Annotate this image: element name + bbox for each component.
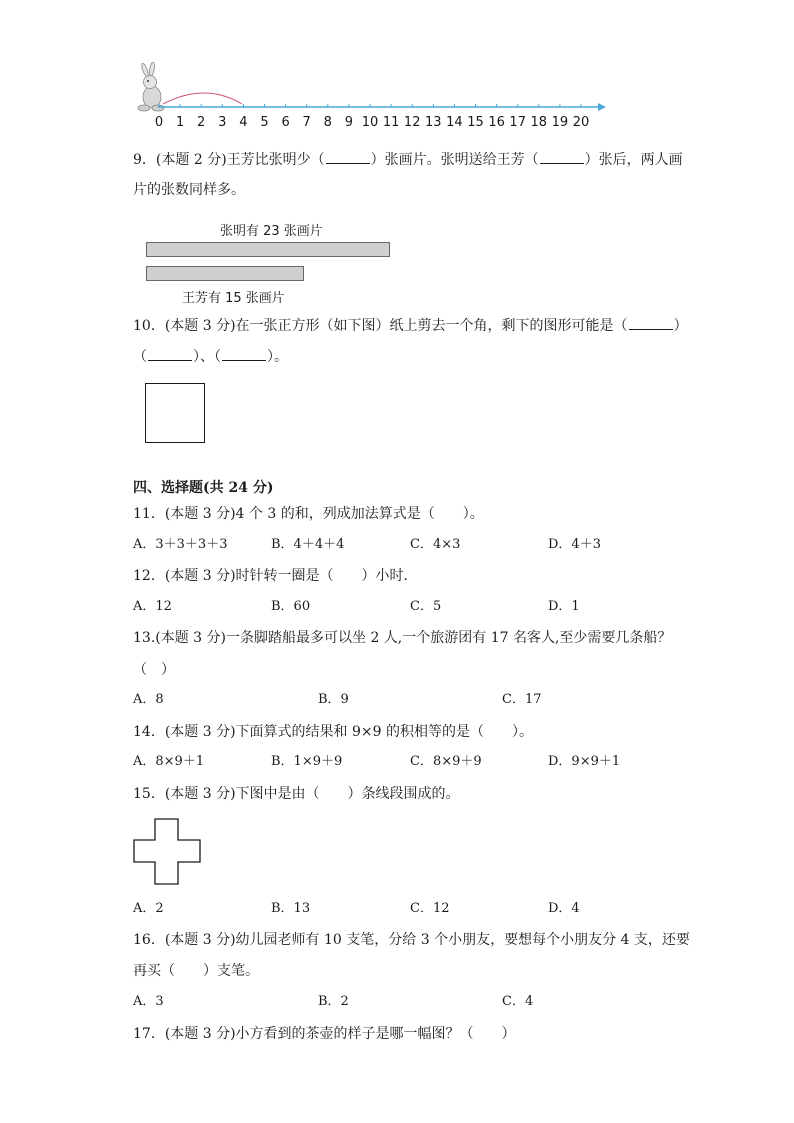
bar-bottom-label: 王芳有 15 张画片 <box>182 291 285 306</box>
cross-figure <box>132 818 202 886</box>
tick-label-15: 15 <box>467 115 484 130</box>
question-13-line2: （ ） <box>133 662 175 678</box>
tick-label-3: 3 <box>218 115 227 130</box>
tick-label-1: 1 <box>175 115 185 130</box>
q13-option-b[interactable]: B．9 <box>318 692 349 707</box>
question-16: 16．(本题 3 分)幼儿园老师有 10 支笔，分给 3 个小朋友，要想每个小朋友分 4 支，还要 <box>133 932 690 948</box>
tick-label-13: 13 <box>425 115 442 130</box>
q15-option-b[interactable]: B．13 <box>271 901 311 916</box>
question-9-line2: 片的张数同样多。 <box>133 182 245 198</box>
q16-option-c[interactable]: C．4 <box>502 994 534 1009</box>
tick-label-8: 8 <box>323 115 332 130</box>
bar-bottom <box>146 266 304 281</box>
q12-option-b[interactable]: B．60 <box>271 599 311 614</box>
q14-option-c[interactable]: C．8×9＋9 <box>410 754 482 769</box>
q12-option-a[interactable]: A．12 <box>133 599 172 614</box>
q9-text-2: ）张画片。张明送给王芳（ <box>370 152 539 168</box>
bar-diagram <box>140 218 400 308</box>
question-12: 12．(本题 3 分)时针转一圈是（ ）小时． <box>133 568 418 584</box>
q10-text-2: ） <box>673 318 688 334</box>
q10-blank-1[interactable] <box>629 317 673 330</box>
question-13: 13.(本题 3 分)一条脚踏船最多可以坐 2 人,一个旅游团有 17 名客人,至少需要几条船？ <box>133 630 672 646</box>
q9-text-3: ）张后，两人画 <box>584 152 683 168</box>
q11-option-d[interactable]: D．4＋3 <box>548 537 601 552</box>
q14-option-a[interactable]: A．8×9＋1 <box>133 754 205 769</box>
q10-blank-3[interactable] <box>222 348 266 361</box>
tick-label-14: 14 <box>446 115 463 130</box>
q9-text-1: (本题 2 分)王芳比张明少（ <box>155 152 325 168</box>
tick-label-18: 18 <box>530 115 548 130</box>
tick-label-17: 17 <box>509 115 526 130</box>
question-16-line2: 再买（ ）支笔。 <box>133 963 259 979</box>
section-4-title: 四、选择题(共 24 分) <box>133 480 274 496</box>
question-15: 15．(本题 3 分)下图中是由（ ）条线段围成的。 <box>133 786 460 802</box>
question-17: 17．(本题 3 分)小方看到的茶壶的样子是哪一幅图？（ ） <box>133 1026 516 1042</box>
q16-option-b[interactable]: B．2 <box>318 994 349 1009</box>
question-10-line2: （ ）、（ ）。 <box>133 349 288 365</box>
q15-option-d[interactable]: D．4 <box>548 901 580 916</box>
q14-option-b[interactable]: B．1×9＋9 <box>271 754 343 769</box>
q11-option-c[interactable]: C．4×3 <box>410 537 461 552</box>
q10-text-1: 10．(本题 3 分)在一张正方形（如下图）纸上剪去一个角，剩下的图形可能是（ <box>133 318 628 334</box>
tick-label-20: 20 <box>572 115 590 130</box>
tick-label-4: 4 <box>239 115 248 130</box>
q13-option-c[interactable]: C．17 <box>502 692 542 707</box>
q11-option-b[interactable]: B．4＋4＋4 <box>271 537 345 552</box>
q11-option-a[interactable]: A．3＋3＋3＋3 <box>133 537 228 552</box>
tick-label-11: 11 <box>382 115 400 130</box>
q15-option-c[interactable]: C．12 <box>410 901 450 916</box>
number-line-figure <box>130 62 610 132</box>
tick-label-0: 0 <box>154 115 164 130</box>
bar-top-label: 张明有 23 张画片 <box>220 224 323 239</box>
question-11: 11．(本题 3 分)4 个 3 的和，列成加法算式是（ ）。 <box>133 506 484 522</box>
tick-label-6: 6 <box>281 115 290 130</box>
axis-arrow <box>598 103 606 111</box>
square-figure <box>145 383 205 443</box>
question-10 <box>133 317 688 335</box>
question-9 <box>133 151 683 169</box>
jump-arc <box>163 93 242 104</box>
q12-option-c[interactable]: C．5 <box>410 599 442 614</box>
tick-label-19: 19 <box>551 115 569 130</box>
tick-label-5: 5 <box>260 115 269 130</box>
tick-label-12: 12 <box>403 115 421 130</box>
q9-blank-1[interactable] <box>326 151 370 164</box>
q9-number: 9． <box>133 152 156 168</box>
q15-option-a[interactable]: A．2 <box>133 901 164 916</box>
bar-top <box>146 242 390 257</box>
q14-option-d[interactable]: D．9×9＋1 <box>548 754 621 769</box>
q13-option-a[interactable]: A．8 <box>133 692 164 707</box>
rabbit-icon <box>138 62 164 111</box>
tick-label-2: 2 <box>197 115 206 130</box>
q16-option-a[interactable]: A．3 <box>133 994 164 1009</box>
q9-blank-2[interactable] <box>540 151 584 164</box>
q10-blank-2[interactable] <box>148 348 192 361</box>
q12-option-d[interactable]: D．1 <box>548 599 580 614</box>
tick-label-16: 16 <box>488 115 505 130</box>
tick-label-10: 10 <box>361 115 379 130</box>
tick-label-7: 7 <box>302 115 311 130</box>
tick-label-9: 9 <box>344 115 354 130</box>
question-14: 14．(本题 3 分)下面算式的结果和 9×9 的积相等的是（ ）。 <box>133 724 533 740</box>
